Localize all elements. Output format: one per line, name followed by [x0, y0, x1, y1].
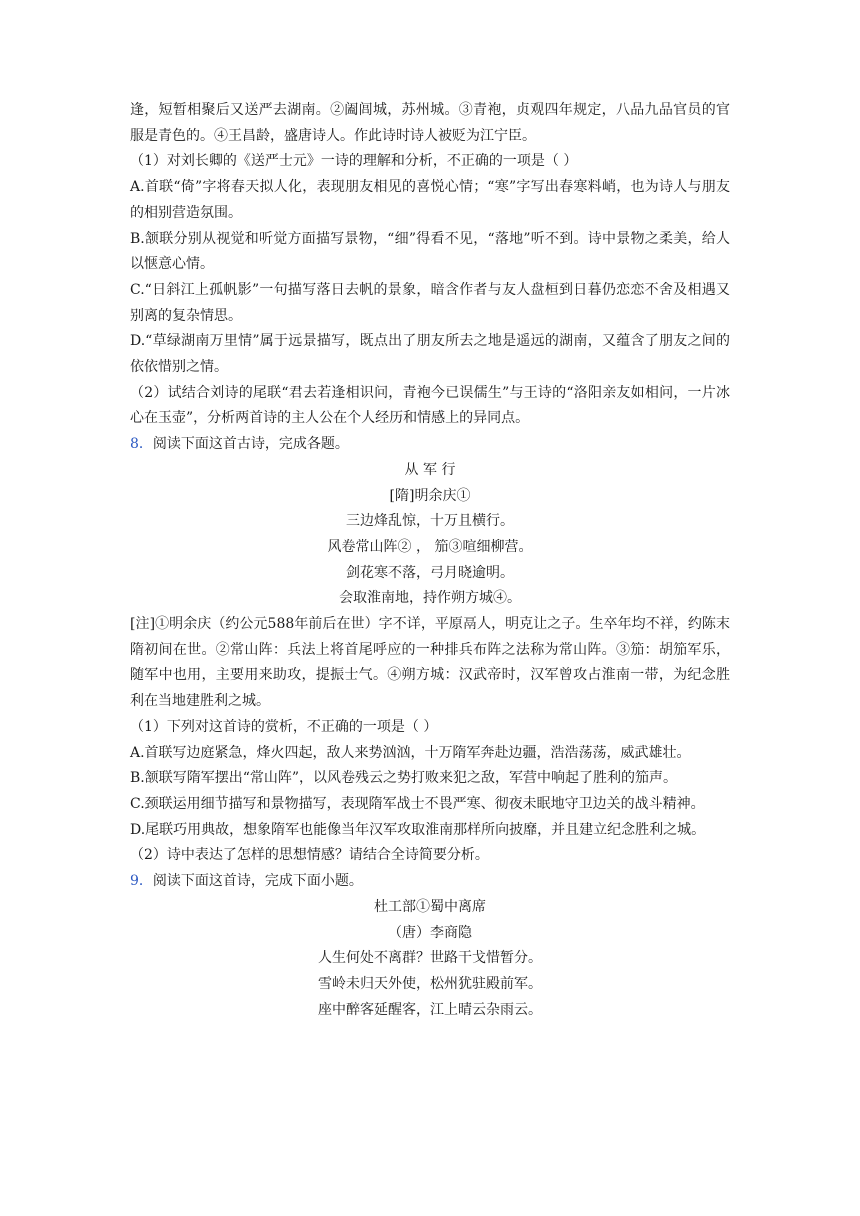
poem-9-line-2: 雪岭未归天外使，松州犹驻殿前军。 [318, 975, 542, 992]
question-9-stem: 阅读下面这首诗，完成下面小题。 [152, 873, 363, 890]
question-8-number: 8． [130, 436, 153, 453]
poem-8-notes: [注]①明余庆（约公元588年前后在世）字不详，平原鬲人，明克让之子。生卒年均不祥，约陈末隋初间在世。②常山阵：兵法上将首尾呼应的一种排兵布阵之法称为常山阵。③笳：胡笳军乐，随军中也用，主要用来助攻，提振士气。④朔方城：汉武帝时，汉军曾攻占淮南一带，为纪念胜利在当地建胜利之城。 [130, 616, 730, 710]
poem-8-line-4: 会取淮南地，持作朔方城④。 [339, 590, 521, 607]
question-8-2: （2）诗中表达了怎样的思想情感？请结合全诗简要分析。 [130, 847, 489, 864]
poem-8-line-2: 风卷常山阵② ， 笳③喧细柳营。 [327, 538, 533, 555]
note-continuation: 逢，短暂相聚后又送严去湖南。②阖闾城，苏州城。③青袍，贞观四年规定，八品九品官员的官服是青色的。④王昌龄，盛唐诗人。作此诗时诗人被贬为江宁臣。 [130, 102, 730, 144]
question-9-number: 9． [130, 873, 153, 890]
option-8-b: B.颔联写隋军摆出“常山阵”，以风卷残云之势打败来犯之敌，军营中响起了胜利的笳声。 [130, 770, 678, 787]
document-page [130, 98, 730, 1023]
question-7-2: （2）试结合刘诗的尾联“君去若逢相识问，青袍今已误儒生”与王诗的“洛阳亲友如相问，一片冰心在玉壶”，分析两首诗的主人公在个人经历和情感上的异同点。 [130, 384, 730, 427]
question-8-header [130, 432, 730, 458]
poem-8-author: [隋]明余庆① [389, 487, 471, 504]
poem-9-line-1: 人生何处不离群？世路干戈惜暂分。 [318, 950, 542, 967]
poem-8-title: 从 军 行 [404, 461, 456, 478]
question-7-1: （1）对刘长卿的《送严士元》一诗的理解和分析，不正确的一项是（ ） [130, 153, 578, 170]
poem-9-line-3: 座中醉客延醒客，江上晴云杂雨云。 [318, 1001, 542, 1018]
option-8-c: C.颈联运用细节描写和景物描写，表现隋军战士不畏严寒、彻夜未眠地守卫边关的战斗精神。 [130, 795, 705, 812]
option-7-d: D.“草绿湖南万里情”属于远景描写，既点出了朋友所去之地是遥远的湖南，又蕴含了朋友之间的依依惜别之情。 [130, 333, 730, 376]
option-8-a: A.首联写边庭紧急，烽火四起，敌人来势汹汹，十万隋军奔赴边疆，浩浩荡荡，威武雄壮。 [130, 744, 691, 761]
poem-9-author: （唐）李商隐 [388, 924, 472, 941]
question-8-stem: 阅读下面这首古诗，完成各题。 [152, 436, 349, 453]
option-7-b: B.颔联分别从视觉和听觉方面描写景物，“细”得看不见，“落地”听不到。诗中景物之柔美，给人以惬意心情。 [130, 230, 730, 273]
poem-8-line-3: 剑花寒不落，弓月晓逾明。 [346, 564, 514, 581]
poem-9-title: 杜工部①蜀中离席 [374, 898, 486, 915]
option-8-d: D.尾联巧用典故，想象隋军也能像当年汉军攻取淮南那样所向披靡，并且建立纪念胜利之城。 [130, 821, 706, 838]
poem-8-line-1: 三边烽乱惊，十万且横行。 [346, 513, 514, 530]
question-8-1: （1）下列对这首诗的赏析，不正确的一项是（ ） [130, 718, 438, 735]
option-7-c: C.“日斜江上孤帆影”一句描写落日去帆的景象，暗含作者与友人盘桓到日暮仍恋恋不舍及相遇又别离的复杂情思。 [130, 281, 730, 324]
option-7-a: A.首联“倚”字将春天拟人化，表现朋友相见的喜悦心情；“寒”字写出春寒料峭，也为诗人与朋友的相别营造氛围。 [130, 179, 730, 221]
question-9-header [130, 869, 730, 895]
